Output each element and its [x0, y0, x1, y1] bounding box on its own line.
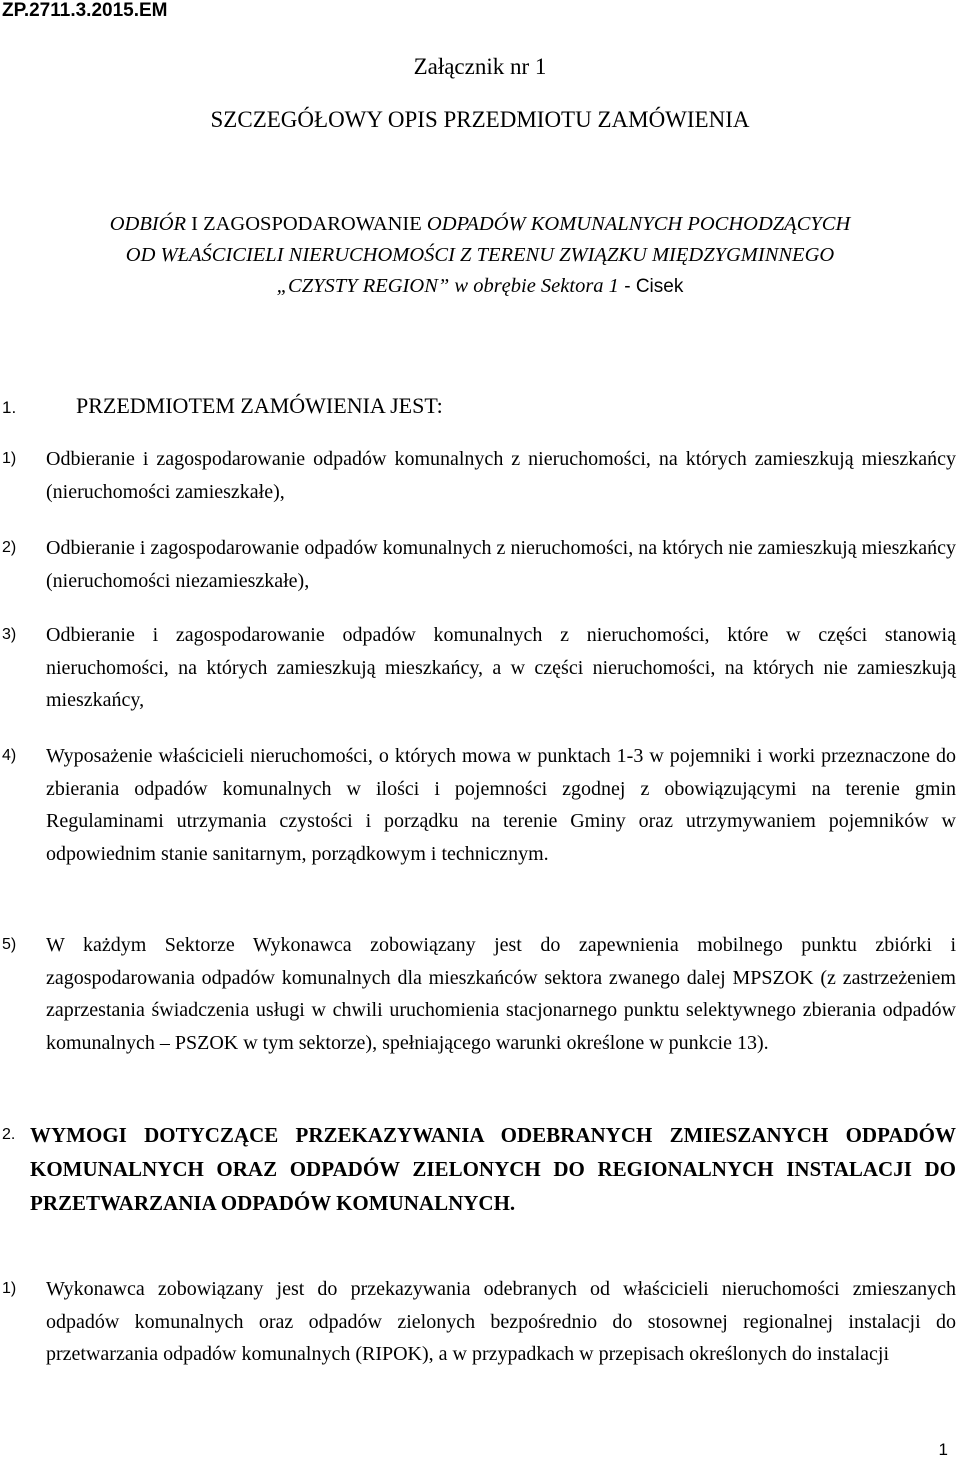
page-number: 1: [938, 1440, 948, 1459]
reference-number: ZP.2711.3.2015.EM: [2, 0, 168, 21]
subject-heading: [0, 209, 960, 302]
subject-line-3: „CZYSTY REGION” w obrębie Sektora 1 - Cisek: [276, 275, 684, 297]
spec-title: SZCZEGÓŁOWY OPIS PRZEDMIOTU ZAMÓWIENIA: [210, 107, 750, 132]
section-2-heading: [2, 1118, 956, 1220]
section-2-number: 2.: [2, 1126, 16, 1143]
subject-line-1: ODBIÓR I ZAGOSPODAROWANIE ODPADÓW KOMUNALNYCH POCHODZĄCYCH: [109, 213, 851, 235]
section-1-title: PRZEDMIOTEM ZAMÓWIENIA JEST:: [76, 393, 443, 418]
section-1-number: 1.: [2, 398, 17, 417]
section-1-heading: [2, 393, 443, 419]
list-item: 4) Wyposażenie właścicieli nieruchomości, o których mowa w punktach 1-3 w pojemniki i worki przeznaczone do zbierania odpadów komunalnych w ilości i pojemności zgodnej z obowiązującymi na terenie gmin Regulaminami utrzymania czystości i porządku na terenie Gminy oraz utrzymywaniem pojemników w odpowiednim stanie sanitarnym, porządkowym i technicznym.: [2, 745, 956, 865]
list-item: 1) Wykonawca zobowiązany jest do przekazywania odebranych od właścicieli nieruchomości zmieszanych odpadów komunalnych oraz odpadów zielonych bezpośrednio do stosownej regionalnej instalacji do przetwarzania odpadów komunalnych (RIPOK), a w przypadkach w przepisach określonych do instalacji: [2, 1278, 956, 1365]
subject-line-2: OD WŁAŚCICIELI NIERUCHOMOŚCI Z TERENU ZWIĄZKU MIĘDZYGMINNEGO: [125, 244, 835, 266]
annex-title: Załącznik nr 1: [413, 54, 547, 79]
section-2-title: WYMOGI DOTYCZĄCE PRZEKAZYWANIA ODEBRANYCH ZMIESZANYCH ODPADÓW KOMUNALNYCH ORAZ ODPADÓW ZIELONYCH DO REGIONALNYCH INSTALACJI DO PRZETWARZANIA ODPADÓW KOMUNALNYCH.: [30, 1123, 956, 1215]
list-item: 3) Odbieranie i zagospodarowanie odpadów komunalnych z nieruchomości, które w części stanowią nieruchomości, na których zamieszkują mieszkańcy, a w części nieruchomości, na których nie zamieszkują mieszkańcy,: [2, 624, 956, 711]
list-item: 2) Odbieranie i zagospodarowanie odpadów komunalnych z nieruchomości, na których nie zamieszkują mieszkańcy (nieruchomości niezamieszkałe),: [2, 537, 956, 592]
list-item: 5) W każdym Sektorze Wykonawca zobowiązany jest do zapewnienia mobilnego punktu zbiórki i zagospodarowania odpadów komunalnych dla mieszkańców sektora zwanego dalej MPSZOK (z zastrzeżeniem zaprzestania świadczenia usługi w chwili uruchomienia stacjonarnego punktu selektywnego zbierania odpadów komunalnych – PSZOK w tym sektorze), spełniającego warunki określone w punkcie 13).: [2, 934, 956, 1054]
list-item: 1) Odbieranie i zagospodarowanie odpadów komunalnych z nieruchomości, na których zamieszkują mieszkańcy (nieruchomości zamieszkałe),: [2, 448, 956, 503]
